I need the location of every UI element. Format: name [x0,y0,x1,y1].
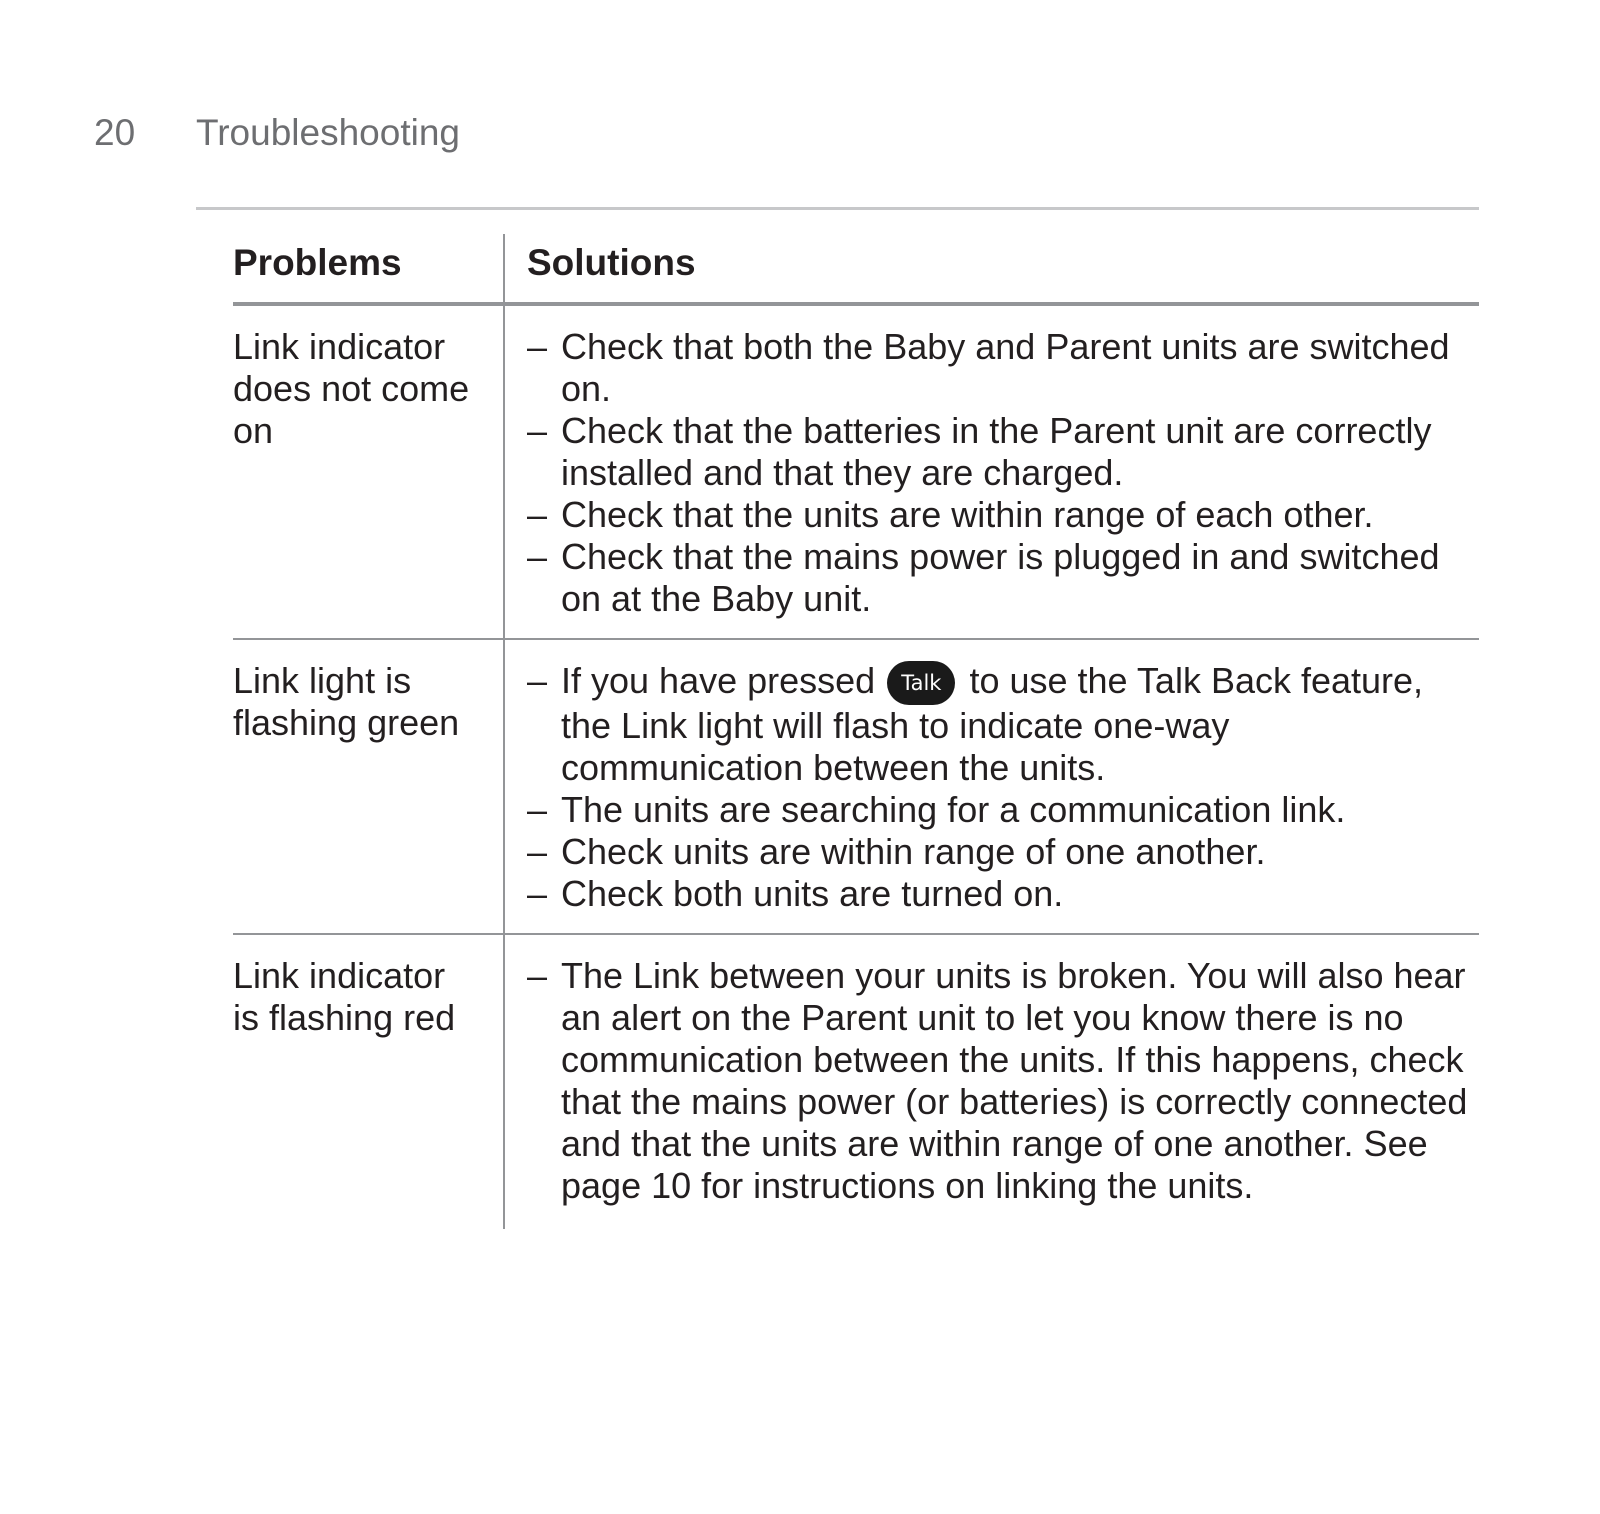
solution-item [527,660,1479,789]
solution-item [527,326,1479,410]
solution-text: The Link between your units is broken. You will also hear an alert on the Parent unit to let you know there is no communication between the units. If this happens, check that the mains power (or batteries) is correctly connected and that the units are within range of one another. See page 10 for instructions on linking the units. [561,955,1468,1206]
dash-bullet: – [527,410,548,451]
solution-text-before: If you have pressed [561,660,876,701]
solution-cell [505,935,1479,1229]
solution-text: Check both units are turned on. [561,873,1064,914]
solution-list [527,326,1479,620]
table-row [233,638,1479,933]
dash-bullet: – [527,660,548,701]
page-number: 20 [94,112,136,153]
solution-cell [505,306,1479,638]
solution-item [527,789,1479,831]
solution-text: Check units are within range of one another. [561,831,1266,872]
solution-item [527,410,1479,494]
dash-bullet: – [527,536,548,577]
table-row [233,304,1479,638]
solutions-column-header: Solutions [527,242,696,283]
talk-button-icon: Talk [887,661,955,705]
solution-list [527,955,1479,1207]
problem-cell [233,640,505,933]
header-divider [196,207,1479,210]
page-header [94,112,460,154]
solution-item [527,873,1479,915]
solution-text: The units are searching for a communication link. [561,789,1346,830]
solution-item [527,955,1479,1207]
dash-bullet: – [527,789,548,830]
problem-text: Link indicator does not come on [233,326,470,451]
solution-cell [505,640,1479,933]
solution-text: Check that the units are within range of each other. [561,494,1374,535]
problem-text: Link indicator is flashing red [233,955,456,1038]
solution-text-after: to use the Talk Back feature, the Link light will flash to indicate one-way communication between the units. [561,660,1424,788]
solution-list [527,660,1479,915]
section-title: Troubleshooting [196,112,460,153]
dash-bullet: – [527,831,548,872]
solution-text: Check that both the Baby and Parent units are switched on. [561,326,1450,409]
dash-bullet: – [527,326,548,367]
problems-column-header: Problems [233,234,505,302]
troubleshooting-table [233,234,1479,1229]
table-row [233,933,1479,1229]
dash-bullet: – [527,955,548,996]
solution-item [527,494,1479,536]
dash-bullet: – [527,494,548,535]
problem-cell [233,935,505,1229]
solution-item [527,831,1479,873]
solution-item [527,536,1479,620]
problem-cell [233,306,505,638]
table-header-row [233,234,1479,304]
dash-bullet: – [527,873,548,914]
solution-text: Check that the batteries in the Parent unit are correctly installed and that they are charged. [561,410,1432,493]
solution-text: Check that the mains power is plugged in and switched on at the Baby unit. [561,536,1440,619]
problem-text: Link light is flashing green [233,660,460,743]
